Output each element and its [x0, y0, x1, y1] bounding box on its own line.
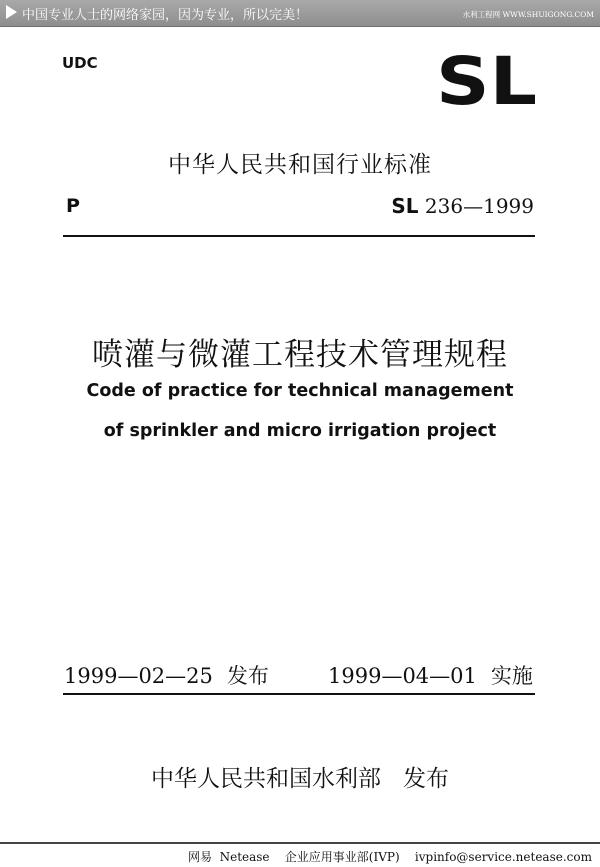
issue-date-label: 发布 — [226, 664, 269, 688]
effective-date-value: 1999—04—01 — [328, 664, 477, 688]
standard-type: 中华人民共和国行业标准 — [168, 152, 432, 178]
title-english-line2: of sprinkler and micro irrigation project — [103, 421, 497, 441]
play-arrow-icon — [6, 5, 17, 19]
issue-date-value: 1999—02—25 — [64, 664, 213, 688]
title-chinese: 喷灌与微灌工程技术管理规程 — [92, 337, 508, 373]
banner-slogan: 中国专业人士的网络家园，因为专业，所以完美！ — [22, 8, 309, 23]
sl-logo-text: SL — [436, 54, 537, 106]
banner-site-link[interactable]: 水利工程网 WWW.SHUIGONG.COM — [462, 10, 594, 19]
standard-number — [391, 194, 534, 218]
footer-divider — [0, 842, 600, 844]
sl-logo-graphic — [436, 54, 538, 106]
standard-number-value: 236—1999 — [424, 194, 534, 218]
title-english-line1: Code of practice for technical management — [86, 381, 514, 401]
standard-number-prefix: SL — [391, 194, 419, 218]
publisher: 中华人民共和国水利部 发布 — [151, 766, 449, 792]
effective-date — [328, 660, 533, 690]
effective-date-label: 实施 — [490, 664, 533, 688]
bottom-divider — [63, 693, 535, 695]
udc-label: UDC — [62, 54, 98, 72]
issue-date — [64, 660, 269, 690]
footer-text: 网易 Netease 企业应用事业部(IVP) ivpinfo@service.netease.com — [187, 850, 592, 864]
sl-logo — [436, 54, 538, 110]
top-banner — [0, 0, 600, 27]
classification-code: P — [66, 195, 80, 217]
top-divider — [63, 235, 535, 237]
